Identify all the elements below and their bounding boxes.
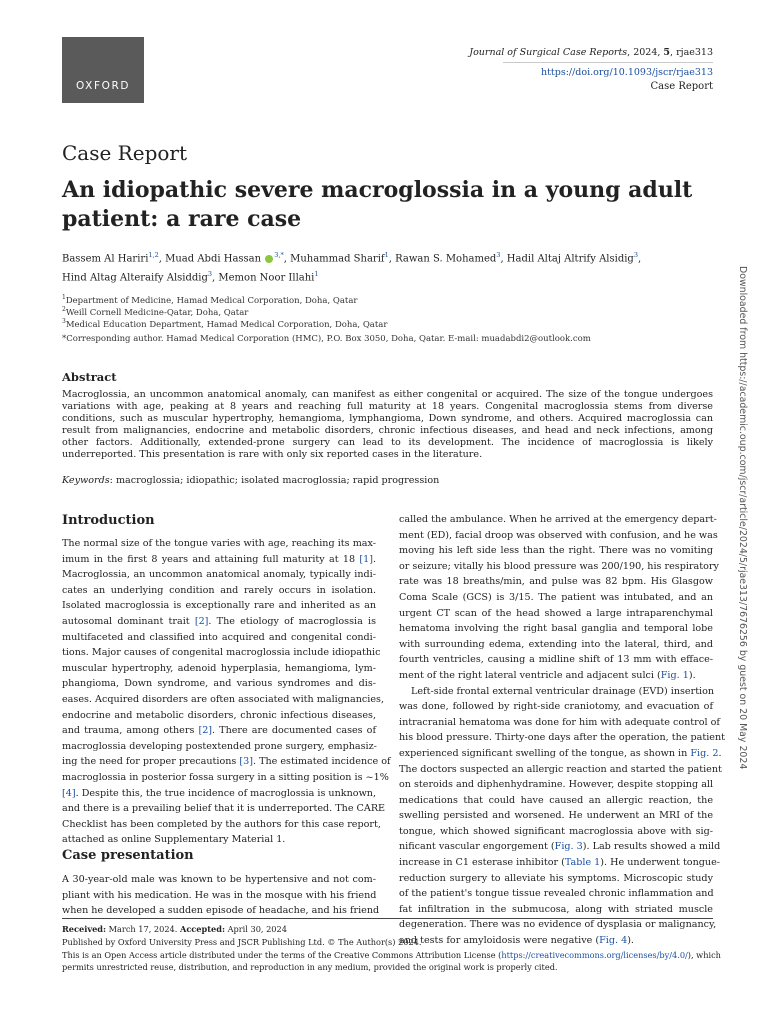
body-text-line: Left-side frontal external ventricular drainage (EVD) insertion <box>411 685 715 697</box>
license-text: This is an Open Access article distributed under the terms of the Creative Commons Attribution License ( <box>62 950 502 960</box>
body-text-line: and there is a prevailing belief that it is underreported. The CARE <box>62 803 386 815</box>
body-text-line: nificant vascular engorgement (Fig. 3). Lab results showed a mild <box>399 841 721 853</box>
keywords-label: Keywords <box>62 475 110 486</box>
body-text-line: pliant with his medication. He was in the mosque with his friend <box>62 889 377 901</box>
body-text-line: muscular hypertrophy, adenoid hyperplasia, hemangioma, lym- <box>62 662 376 674</box>
body-text-line: degeneration. There was no evidence of dysplasia or malignancy, <box>399 919 717 931</box>
body-text-line: A 30-year-old male was known to be hypertensive and not com- <box>62 874 376 885</box>
license-text: ), which <box>687 950 721 960</box>
body-text-line: attached as online Supplementary Material 1. <box>62 834 286 846</box>
abstract-heading: Abstract <box>62 370 117 384</box>
author-list <box>62 251 641 264</box>
body-text-line: The normal size of the tongue varies with age, reaching its max- <box>62 538 376 549</box>
header-divider <box>503 62 713 63</box>
body-text-line: fat infiltration in the submucosa, along with striated muscle <box>399 903 713 915</box>
body-text-line: tongue, which showed significant macroglossia above with sig- <box>399 825 713 837</box>
article-title <box>62 176 702 234</box>
author-affiliation-sup[interactable]: 3 <box>496 251 501 259</box>
received-label: Received: <box>62 924 107 934</box>
author-name[interactable]: , Muad Abdi Hassan <box>158 253 265 265</box>
body-text-line: urgent CT scan of the head showed a large intraparenchymal <box>399 607 713 619</box>
author-affiliation-sup[interactable]: 3 <box>633 251 638 259</box>
author-affiliation-sup[interactable]: 3 <box>207 270 213 278</box>
body-text-line: endocrine and metabolic disorders, chronic infectious diseases, <box>62 709 376 721</box>
footer-divider <box>62 918 713 919</box>
author-affiliation-sup[interactable]: 1,2 <box>148 251 159 259</box>
body-text-line: was done, followed by right-side craniotomy, and evacuation of <box>399 701 713 713</box>
title-line: An idiopathic severe macroglossia in a young adult <box>62 177 693 203</box>
author-affiliation-sup[interactable]: 3,* <box>274 251 284 259</box>
introduction-heading: Introduction <box>62 513 155 528</box>
license-note <box>62 950 721 960</box>
journal-name: Journal of Surgical Case Reports <box>469 47 628 58</box>
author-name[interactable]: , Hadil Altaj Altrify Alsidig <box>500 253 634 265</box>
author-name[interactable]: , Memon Noor Illahi <box>212 272 315 284</box>
author-affiliation-sup[interactable]: 1 <box>384 251 389 259</box>
body-text-line: multifaceted and classified into acquired and congenital condi- <box>62 631 376 643</box>
body-text-line: ing the need for proper precautions [3]. The estimated incidence of <box>62 756 391 768</box>
body-text-line: hematoma involving the right basal ganglia and temporal lobe <box>399 623 713 635</box>
affiliation-number: 3 <box>62 318 66 325</box>
doi-link[interactable]: https://doi.org/10.1093/jscr/rjae313 <box>541 67 713 78</box>
download-stamp: Downloaded from https://academic.oup.com/jscr/article/2024/5/rjae313/7676256 by guest on 20 May 2024 <box>737 266 748 770</box>
journal-citation <box>469 47 713 58</box>
body-text-line: experienced significant swelling of the tongue, as shown in Fig. 2. <box>399 747 722 759</box>
title-line: patient: a rare case <box>62 206 302 232</box>
author-list-continued <box>62 270 319 283</box>
body-text-line: Coma Scale (GCS) is 3/15. The patient was intubated, and an <box>399 591 713 603</box>
author-name[interactable]: , Rawan S. Mohamed <box>388 253 497 265</box>
body-text-line: with surrounding edema, extending into the lateral, third, and <box>399 638 713 650</box>
accepted-label: Accepted: <box>179 924 225 934</box>
body-text-line: and tests for amyloidosis were negative (Fig. 4). <box>399 935 634 947</box>
body-text-line: intracranial hematoma was done for him with adequate control of <box>399 716 720 728</box>
body-text-line: Isolated macroglossia is exceptionally rare and inherited as an <box>62 600 376 612</box>
body-text-line: macroglossia developing postextended prone surgery, emphasiz- <box>62 740 377 752</box>
body-text-line: tions. Major causes of congenital macroglossia include idiopathic <box>62 647 381 659</box>
case-presentation-body <box>62 872 380 919</box>
keywords <box>62 475 439 486</box>
body-text-line: cates an underlying condition and rarely occurs in isolation. <box>62 584 376 596</box>
license-link[interactable]: https://creativecommons.org/licenses/by/4.0/ <box>501 950 688 960</box>
affiliation-number: 1 <box>62 294 66 301</box>
body-text-line: The doctors suspected an allergic reaction and started the patient <box>399 763 722 775</box>
journal-article-id: , rjae313 <box>670 47 713 58</box>
orcid-icon[interactable] <box>265 255 273 263</box>
author-separator: , <box>637 253 642 265</box>
body-text-line: increase in C1 esterase inhibitor (Table 1). He underwent tongue- <box>399 857 721 869</box>
affiliation-text: Medical Education Department, Hamad Medical Corporation, Doha, Qatar <box>65 319 388 330</box>
body-text-line: phangioma, Down syndrome, and various syndromes and dis- <box>62 678 376 690</box>
body-text-line: rate was 18 breaths/min, and pulse was 82 bpm. His Glasgow <box>399 576 713 588</box>
abstract-body: Macroglossia, an uncommon anatomical anomaly, can manifest as either congenital or acquired. The size of the tongue undergoes variations with age, peaking at 8 years and reaching full maturity at 18 years. Congenital macroglossia stems from diverse conditions, such as muscular hypertrophy, hemangioma, lymphangioma, Down syndrome, and others. Acquired macroglossia can result from malignancies, endocrine and metabolic disorders, chronic infectious diseases, and head and neck infections, among other factors. Additionally, extended-prone surgery can lead to its development. The incidence of macroglossia is likely underreported. This presentation is rare with only six reported cases in the literature. <box>62 389 713 460</box>
body-text-line: ment (ED), facial droop was observed with confusion, and he was <box>399 529 718 541</box>
body-text-line: imum in the first 8 years and attaining full maturity at 18 [1]. <box>62 553 376 565</box>
body-text-line: his blood pressure. Thirty-one days after the operation, the patient <box>399 732 725 744</box>
case-presentation-heading: Case presentation <box>62 848 194 863</box>
received-date: March 17, 2024. <box>106 924 180 934</box>
publisher-note: Published by Oxford University Press and JSCR Publishing Ltd. © The Author(s) 2024. <box>62 937 422 947</box>
journal-year: , 2024, <box>627 47 664 58</box>
affiliation <box>62 318 387 330</box>
author-affiliation-sup[interactable]: 1 <box>314 270 319 278</box>
keywords-text: : macroglossia; idiopathic; isolated macroglossia; rapid progression <box>109 475 440 486</box>
received-accepted-dates <box>62 924 287 934</box>
body-text-line: autosomal dominant trait [2]. The etiology of macroglossia is <box>62 615 376 627</box>
logo-text: OXFORD <box>75 80 131 92</box>
body-text-line: medications that could have caused an allergic reaction, the <box>399 794 713 806</box>
corresponding-author: *Corresponding author. Hamad Medical Corporation (HMC), P.O. Box 3050, Doha, Qatar. E-mail: muadabdi2@outlook.com <box>62 334 591 344</box>
body-text-line: macroglossia in posterior fossa surgery in a sitting position is ~1% <box>62 771 389 783</box>
article-type: Case Report <box>650 81 713 92</box>
body-text-line: of the patient's tongue tissue revealed chronic inflammation and <box>399 888 714 900</box>
body-text-line: or seizure; vitally his blood pressure was 200/190, his respiratory <box>399 560 719 572</box>
affiliation-number: 2 <box>62 306 66 313</box>
author-name[interactable]: Hind Altag Alteraify Alsiddig <box>62 272 208 284</box>
body-text-line: Macroglossia, an uncommon anatomical anomaly, typically indi- <box>62 569 376 581</box>
journal-volume: 5 <box>663 47 671 58</box>
author-name[interactable]: Bassem Al Hariri <box>62 253 149 265</box>
body-text-line: eases. Acquired disorders are often associated with malignancies, <box>62 693 385 705</box>
body-text-line: [4]. Despite this, the true incidence of macroglossia is unknown, <box>62 787 377 799</box>
body-text-line: called the ambulance. When he arrived at the emergency depart- <box>399 514 717 525</box>
affiliation-text: Department of Medicine, Hamad Medical Corporation, Doha, Qatar <box>65 295 358 306</box>
body-text-line: Checklist has been completed by the authors for this case report, <box>62 818 381 830</box>
case-presentation-body-continued <box>399 512 725 949</box>
body-text-line: reduction surgery to alleviate his symptoms. Microscopic study <box>399 872 713 884</box>
affiliation <box>62 306 248 318</box>
body-text-line: and trauma, among others [2]. There are documented cases of <box>62 725 376 737</box>
license-note-continued: permits unrestricted reuse, distribution, and reproduction in any medium, provided the original work is properly cited. <box>62 962 558 972</box>
body-text-line: ment of the right lateral ventricle and adjacent sulci (Fig. 1). <box>399 669 696 681</box>
body-text-line: when he developed a sudden episode of headache, and his friend <box>62 905 380 917</box>
affiliation <box>62 294 357 306</box>
affiliation-text: Weill Cornell Medicine-Qatar, Doha, Qatar <box>65 307 249 318</box>
body-text-line: swelling persisted and worsened. He underwent an MRI of the <box>399 810 713 822</box>
body-text-line: fourth ventricles, causing a midline shift of 13 mm with efface- <box>399 654 713 666</box>
body-text-line: on steroids and diphenhydramine. However, despite stopping all <box>399 779 714 791</box>
section-label: Case Report <box>62 141 188 165</box>
introduction-body <box>62 536 391 848</box>
oxford-logo[interactable] <box>62 37 144 103</box>
author-name[interactable]: , Muhammad Sharif <box>283 253 385 265</box>
body-text-line: moving his left side less than the right. There was no vomiting <box>399 545 713 557</box>
accepted-date: April 30, 2024 <box>224 924 287 934</box>
